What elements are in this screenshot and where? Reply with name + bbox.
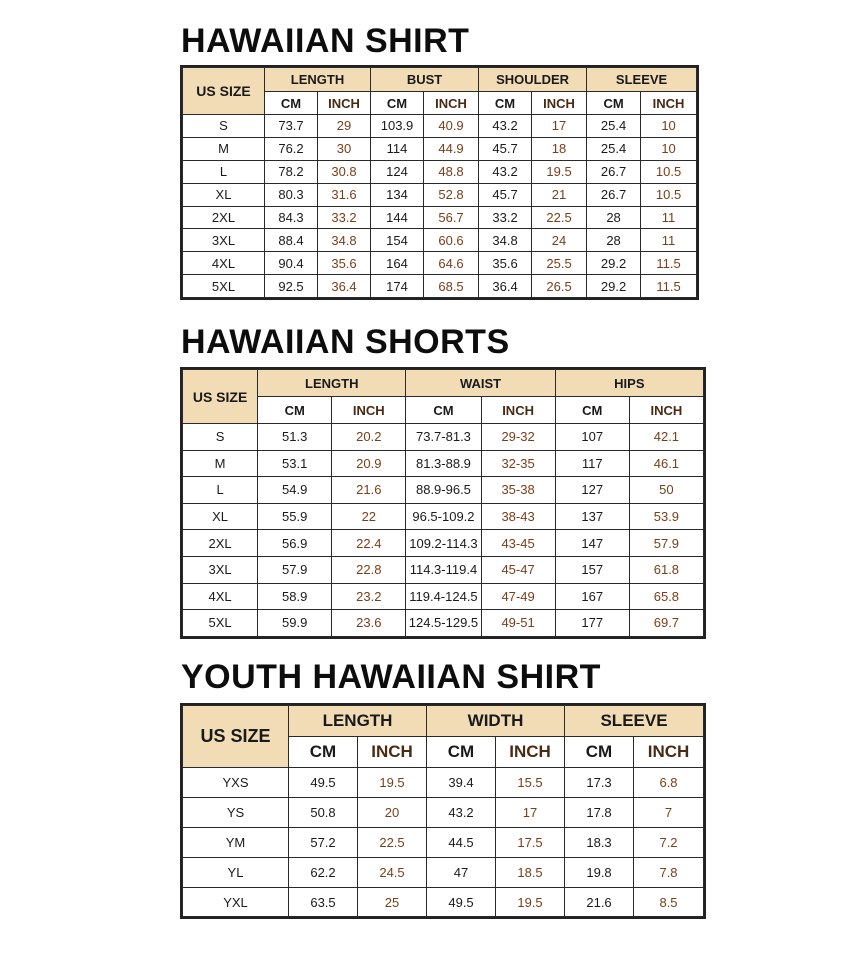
- inch-cell: 21: [532, 183, 587, 206]
- size-cell: M: [183, 137, 265, 160]
- length-header: LENGTH: [258, 370, 406, 397]
- table-title-hawaiian-shorts: HAWAIIAN SHORTS: [181, 323, 510, 361]
- size-table-youth-hawaiian-shirt: [182, 705, 704, 917]
- table-row: [183, 115, 697, 138]
- cm-cell: 26.7: [587, 160, 641, 183]
- inch-cell: 49-51: [481, 610, 555, 637]
- header-row: [183, 370, 704, 397]
- cm-cell: 134: [371, 183, 424, 206]
- inch-cell: 69.7: [629, 610, 703, 637]
- inch-cell: 22.4: [332, 530, 406, 557]
- cm-cell: 114.3-119.4: [406, 556, 481, 583]
- cm-cell: 127: [555, 477, 629, 504]
- inch-cell: 61.8: [629, 556, 703, 583]
- inch-cell: 45-47: [481, 556, 555, 583]
- table-row: [183, 556, 704, 583]
- cm-unit-header: CM: [555, 397, 629, 424]
- inch-cell: 19.5: [532, 160, 587, 183]
- cm-cell: 50.8: [289, 797, 358, 827]
- inch-cell: 21.6: [332, 477, 406, 504]
- table-row: [183, 503, 704, 530]
- table-row: [183, 252, 697, 275]
- inch-cell: 22.5: [532, 206, 587, 229]
- header-row: [183, 68, 697, 92]
- inch-cell: 68.5: [424, 275, 479, 298]
- cm-cell: 21.6: [565, 887, 634, 917]
- cm-cell: 26.7: [587, 183, 641, 206]
- inch-cell: 33.2: [318, 206, 371, 229]
- inch-unit-header: INCH: [332, 397, 406, 424]
- size-cell: 4XL: [183, 583, 258, 610]
- inch-cell: 10.5: [641, 160, 697, 183]
- inch-cell: 47-49: [481, 583, 555, 610]
- inch-cell: 11: [641, 229, 697, 252]
- inch-cell: 56.7: [424, 206, 479, 229]
- cm-unit-header: CM: [479, 92, 532, 115]
- inch-cell: 10: [641, 115, 697, 138]
- inch-cell: 32-35: [481, 450, 555, 477]
- cm-cell: 73.7: [265, 115, 318, 138]
- inch-cell: 25: [358, 887, 427, 917]
- table-row: [183, 160, 697, 183]
- inch-cell: 26.5: [532, 275, 587, 298]
- cm-cell: 92.5: [265, 275, 318, 298]
- cm-unit-header: CM: [289, 737, 358, 768]
- size-cell: 5XL: [183, 275, 265, 298]
- cm-cell: 164: [371, 252, 424, 275]
- inch-cell: 52.8: [424, 183, 479, 206]
- cm-cell: 57.2: [289, 827, 358, 857]
- cm-cell: 56.9: [258, 530, 332, 557]
- inch-cell: 11: [641, 206, 697, 229]
- us-size-header: US SIZE: [183, 370, 258, 424]
- cm-cell: 137: [555, 503, 629, 530]
- size-table-hawaiian-shirt: [182, 67, 697, 298]
- cm-cell: 59.9: [258, 610, 332, 637]
- table-row: [183, 797, 704, 827]
- cm-unit-header: CM: [371, 92, 424, 115]
- cm-cell: 76.2: [265, 137, 318, 160]
- inch-cell: 22.8: [332, 556, 406, 583]
- inch-cell: 11.5: [641, 275, 697, 298]
- cm-cell: 35.6: [479, 252, 532, 275]
- cm-cell: 107: [555, 424, 629, 451]
- bust-header: BUST: [371, 68, 479, 92]
- inch-cell: 64.6: [424, 252, 479, 275]
- waist-header: WAIST: [406, 370, 555, 397]
- inch-cell: 22.5: [358, 827, 427, 857]
- cm-cell: 17.3: [565, 768, 634, 798]
- size-cell: XL: [183, 503, 258, 530]
- table-row: [183, 183, 697, 206]
- cm-cell: 117: [555, 450, 629, 477]
- cm-cell: 96.5-109.2: [406, 503, 481, 530]
- cm-cell: 119.4-124.5: [406, 583, 481, 610]
- size-cell: S: [183, 424, 258, 451]
- cm-cell: 81.3-88.9: [406, 450, 481, 477]
- cm-cell: 80.3: [265, 183, 318, 206]
- size-cell: L: [183, 477, 258, 504]
- size-cell: 4XL: [183, 252, 265, 275]
- cm-cell: 43.2: [479, 115, 532, 138]
- inch-unit-header: INCH: [318, 92, 371, 115]
- cm-cell: 88.9-96.5: [406, 477, 481, 504]
- size-cell: 3XL: [183, 556, 258, 583]
- cm-cell: 62.2: [289, 857, 358, 887]
- size-cell: 5XL: [183, 610, 258, 637]
- cm-cell: 43.2: [427, 797, 496, 827]
- cm-cell: 147: [555, 530, 629, 557]
- cm-unit-header: CM: [427, 737, 496, 768]
- inch-unit-header: INCH: [641, 92, 697, 115]
- cm-cell: 124.5-129.5: [406, 610, 481, 637]
- inch-cell: 17.5: [496, 827, 565, 857]
- cm-unit-header: CM: [587, 92, 641, 115]
- cm-cell: 49.5: [289, 768, 358, 798]
- cm-unit-header: CM: [565, 737, 634, 768]
- us-size-header: US SIZE: [183, 706, 289, 768]
- inch-cell: 23.6: [332, 610, 406, 637]
- sleeve-header: SLEEVE: [587, 68, 697, 92]
- inch-cell: 20.2: [332, 424, 406, 451]
- cm-cell: 43.2: [479, 160, 532, 183]
- inch-unit-header: INCH: [634, 737, 704, 768]
- cm-cell: 174: [371, 275, 424, 298]
- table-row: [183, 887, 704, 917]
- size-cell: L: [183, 160, 265, 183]
- cm-cell: 55.9: [258, 503, 332, 530]
- cm-cell: 88.4: [265, 229, 318, 252]
- cm-cell: 114: [371, 137, 424, 160]
- table-row: [183, 827, 704, 857]
- size-cell: 2XL: [183, 530, 258, 557]
- cm-unit-header: CM: [265, 92, 318, 115]
- inch-cell: 65.8: [629, 583, 703, 610]
- inch-cell: 46.1: [629, 450, 703, 477]
- header-row: [183, 706, 704, 737]
- cm-cell: 45.7: [479, 183, 532, 206]
- inch-cell: 10.5: [641, 183, 697, 206]
- table-row: [183, 424, 704, 451]
- cm-cell: 84.3: [265, 206, 318, 229]
- sleeve-header: SLEEVE: [565, 706, 704, 737]
- cm-cell: 109.2-114.3: [406, 530, 481, 557]
- table-title-youth-hawaiian-shirt: YOUTH HAWAIIAN SHIRT: [181, 658, 601, 696]
- cm-cell: 53.1: [258, 450, 332, 477]
- cm-cell: 103.9: [371, 115, 424, 138]
- table-row: [183, 137, 697, 160]
- inch-cell: 20: [358, 797, 427, 827]
- inch-cell: 17: [496, 797, 565, 827]
- table-row: [183, 477, 704, 504]
- size-table-hawaiian-shorts: [182, 369, 704, 637]
- inch-unit-header: INCH: [358, 737, 427, 768]
- inch-cell: 6.8: [634, 768, 704, 798]
- inch-cell: 18.5: [496, 857, 565, 887]
- cm-unit-header: CM: [406, 397, 481, 424]
- inch-cell: 35-38: [481, 477, 555, 504]
- table-row: [183, 450, 704, 477]
- cm-cell: 25.4: [587, 137, 641, 160]
- inch-cell: 20.9: [332, 450, 406, 477]
- table-row: [183, 275, 697, 298]
- cm-cell: 49.5: [427, 887, 496, 917]
- size-cell: S: [183, 115, 265, 138]
- cm-cell: 78.2: [265, 160, 318, 183]
- width-header: WIDTH: [427, 706, 565, 737]
- table-row: [183, 530, 704, 557]
- table-row: [183, 206, 697, 229]
- size-cell: M: [183, 450, 258, 477]
- cm-cell: 17.8: [565, 797, 634, 827]
- unit-header-row: [183, 397, 704, 424]
- inch-cell: 48.8: [424, 160, 479, 183]
- inch-cell: 24.5: [358, 857, 427, 887]
- inch-cell: 38-43: [481, 503, 555, 530]
- inch-cell: 19.5: [358, 768, 427, 798]
- size-cell: YXL: [183, 887, 289, 917]
- inch-cell: 11.5: [641, 252, 697, 275]
- inch-cell: 29-32: [481, 424, 555, 451]
- inch-cell: 42.1: [629, 424, 703, 451]
- us-size-header: US SIZE: [183, 68, 265, 115]
- cm-cell: 51.3: [258, 424, 332, 451]
- cm-unit-header: CM: [258, 397, 332, 424]
- inch-unit-header: INCH: [532, 92, 587, 115]
- inch-cell: 50: [629, 477, 703, 504]
- size-cell: YL: [183, 857, 289, 887]
- cm-cell: 29.2: [587, 252, 641, 275]
- inch-cell: 30.8: [318, 160, 371, 183]
- cm-cell: 34.8: [479, 229, 532, 252]
- table-row: [183, 857, 704, 887]
- length-header: LENGTH: [289, 706, 427, 737]
- table-row: [183, 229, 697, 252]
- cm-cell: 45.7: [479, 137, 532, 160]
- size-cell: XL: [183, 183, 265, 206]
- cm-cell: 167: [555, 583, 629, 610]
- inch-cell: 36.4: [318, 275, 371, 298]
- inch-unit-header: INCH: [629, 397, 703, 424]
- size-cell: 3XL: [183, 229, 265, 252]
- cm-cell: 47: [427, 857, 496, 887]
- inch-cell: 30: [318, 137, 371, 160]
- table-row: [183, 583, 704, 610]
- table-row: [183, 610, 704, 637]
- cm-cell: 19.8: [565, 857, 634, 887]
- cm-cell: 54.9: [258, 477, 332, 504]
- inch-cell: 10: [641, 137, 697, 160]
- inch-cell: 34.8: [318, 229, 371, 252]
- size-cell: YM: [183, 827, 289, 857]
- hips-header: HIPS: [555, 370, 703, 397]
- inch-cell: 7: [634, 797, 704, 827]
- cm-cell: 144: [371, 206, 424, 229]
- inch-cell: 40.9: [424, 115, 479, 138]
- inch-cell: 15.5: [496, 768, 565, 798]
- cm-cell: 90.4: [265, 252, 318, 275]
- table-title-hawaiian-shirt: HAWAIIAN SHIRT: [181, 22, 470, 60]
- inch-cell: 24: [532, 229, 587, 252]
- cm-cell: 28: [587, 229, 641, 252]
- inch-unit-header: INCH: [424, 92, 479, 115]
- inch-cell: 18: [532, 137, 587, 160]
- inch-unit-header: INCH: [496, 737, 565, 768]
- cm-cell: 39.4: [427, 768, 496, 798]
- inch-cell: 35.6: [318, 252, 371, 275]
- cm-cell: 29.2: [587, 275, 641, 298]
- size-cell: YXS: [183, 768, 289, 798]
- inch-cell: 7.2: [634, 827, 704, 857]
- size-cell: 2XL: [183, 206, 265, 229]
- cm-cell: 157: [555, 556, 629, 583]
- inch-cell: 60.6: [424, 229, 479, 252]
- cm-cell: 124: [371, 160, 424, 183]
- cm-cell: 154: [371, 229, 424, 252]
- cm-cell: 36.4: [479, 275, 532, 298]
- inch-cell: 57.9: [629, 530, 703, 557]
- inch-cell: 44.9: [424, 137, 479, 160]
- cm-cell: 28: [587, 206, 641, 229]
- cm-cell: 25.4: [587, 115, 641, 138]
- cm-cell: 33.2: [479, 206, 532, 229]
- inch-cell: 8.5: [634, 887, 704, 917]
- inch-unit-header: INCH: [481, 397, 555, 424]
- table-row: [183, 768, 704, 798]
- inch-cell: 53.9: [629, 503, 703, 530]
- cm-cell: 57.9: [258, 556, 332, 583]
- inch-cell: 31.6: [318, 183, 371, 206]
- inch-cell: 19.5: [496, 887, 565, 917]
- inch-cell: 29: [318, 115, 371, 138]
- size-cell: YS: [183, 797, 289, 827]
- inch-cell: 17: [532, 115, 587, 138]
- inch-cell: 22: [332, 503, 406, 530]
- cm-cell: 58.9: [258, 583, 332, 610]
- cm-cell: 44.5: [427, 827, 496, 857]
- length-header: LENGTH: [265, 68, 371, 92]
- cm-cell: 177: [555, 610, 629, 637]
- cm-cell: 18.3: [565, 827, 634, 857]
- cm-cell: 73.7-81.3: [406, 424, 481, 451]
- inch-cell: 23.2: [332, 583, 406, 610]
- inch-cell: 7.8: [634, 857, 704, 887]
- inch-cell: 25.5: [532, 252, 587, 275]
- cm-cell: 63.5: [289, 887, 358, 917]
- shoulder-header: SHOULDER: [479, 68, 587, 92]
- inch-cell: 43-45: [481, 530, 555, 557]
